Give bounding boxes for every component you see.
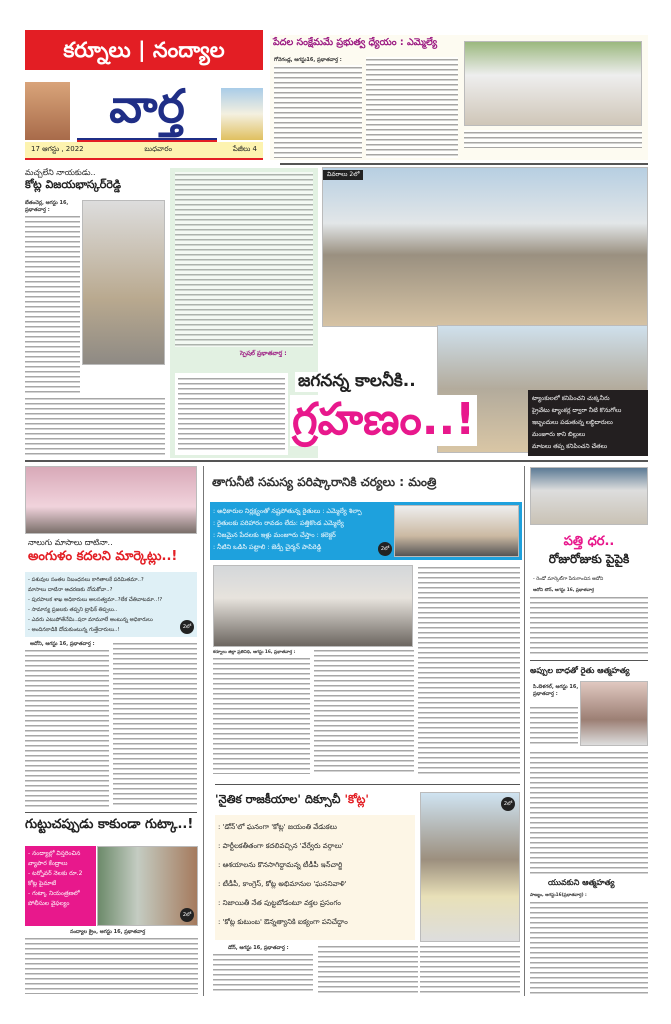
market-building-photo xyxy=(25,466,197,534)
byline: స్పెషల్ ప్రభాతవార్త : xyxy=(240,350,287,357)
dateline: పాణ్యం, ఆగస్టు16(ప్రభాతవార్త) : xyxy=(530,893,587,898)
dateline: ఆదోని టౌన్, ఆగస్టు 16, ప్రభాతవార్త xyxy=(533,588,594,593)
farmer-photo xyxy=(580,681,648,746)
gutka-headline: గుట్టుచప్పుడు కాకుండా గుట్కా..! xyxy=(25,817,194,832)
article-body xyxy=(530,900,648,994)
bullet: : నిజాయితీ నేత పుట్టబోడంటూ వక్తల ప్రసంగం xyxy=(218,899,341,907)
article-body xyxy=(213,952,313,994)
bullet: - పశువుల సంతల నిబంధనలు కాగితాలకే పరిమితమా..? xyxy=(28,577,144,583)
masthead xyxy=(25,30,263,160)
nandi-image xyxy=(221,88,263,140)
article-body xyxy=(418,565,520,774)
bullet: : టీడీపీ, కాంగ్రెస్, కోట్ల అభిమానుల 'ఘననివాళి' xyxy=(218,880,347,888)
article-body xyxy=(213,656,310,774)
issue-date: 17 ఆగస్టు , 2022 xyxy=(31,145,84,153)
article-body xyxy=(274,65,362,158)
water-bullets xyxy=(210,502,522,560)
water-headline: తాగునీటి సమస్య పరిష్కారానికి చర్యలు : మంత్రి xyxy=(212,475,437,489)
cotton-headline: రోజురోజుకు పైపైకి xyxy=(548,552,630,566)
divider xyxy=(25,460,648,462)
top-story-photo xyxy=(464,41,642,126)
region-title: కర్నూలు | నంద్యాల xyxy=(25,30,263,70)
divider xyxy=(280,163,648,165)
bullet: మాసాలు దాటినా ఆచరణకు నోచుకోవా..? xyxy=(28,587,113,593)
secondary-box xyxy=(175,373,288,455)
details-tag: వివరాలు 2లో xyxy=(323,170,363,180)
markets-headline: అంగుళం కదలని మార్కెట్లు..! xyxy=(28,549,178,564)
see-page-badge: 2లో xyxy=(378,542,392,556)
article-body xyxy=(366,57,458,158)
article-body xyxy=(530,750,648,875)
divider xyxy=(25,812,197,813)
headline-highlight: 'కోట్ల' xyxy=(344,792,369,806)
fort-image xyxy=(25,82,70,140)
bullet: : నీటిని ఒడిసి పట్టాలి : జెడ్పీ చైర్మన్ పాపిరెడ్డి xyxy=(213,543,322,551)
bullet: : రైతులకు పరిహారం రావడం లేదు: పత్తికొండ ఎమ్మెల్యే xyxy=(213,519,344,527)
article-body xyxy=(25,936,198,994)
issue-day: బుధవారం xyxy=(144,145,173,153)
markets-kicker: నాలుగు మాసాలు దాటినా.. xyxy=(28,538,113,547)
article-body xyxy=(420,944,520,994)
bullet: - సామాన్య ప్రజలకు తప్పని ట్రాఫిక్ తిప్పలు.. xyxy=(28,607,118,613)
article-body xyxy=(25,648,109,808)
bullet: - అందినకాడికి దోచుకుంటున్న గుత్తేదారులు..! xyxy=(28,627,120,633)
bullet: : నిజమైన పేదలకు ఇళ్లు మంజూరు చేస్తాం : కలెక్టర్ xyxy=(213,531,336,539)
article-body xyxy=(25,396,165,456)
article-body xyxy=(25,214,80,394)
bullet: : ఆశయాలను కొనసాగిద్దామన్న టీడీపీ ఇన్‌చార్జి xyxy=(218,861,343,869)
colony-photo-1 xyxy=(322,167,648,327)
column-divider xyxy=(203,466,204,996)
bullet: : అధికారుల నిర్లక్ష్యంతో నష్టపోతున్న రైతులు : ఎమ్మెల్యే శిల్పా xyxy=(213,507,362,515)
colony-kicker: జగనన్న కాలనీకి.. xyxy=(295,372,419,392)
bullet: - ఎవరు ఎటుపోతేనేమి..షరా మామూలే అంటున్న అధికారులు xyxy=(28,617,153,623)
dateline: నంద్యాల క్రైం, ఆగస్టు 16, ప్రభాతవార్త xyxy=(70,929,146,935)
bullet: - టర్నోవర్ నెలకు రూ.2 కోట్ల పైమాటే xyxy=(28,870,83,887)
bullet: మంజూరు కాని బిల్లులు xyxy=(532,431,586,438)
article-body xyxy=(318,944,418,994)
kotla-headline: కోట్ల విజయభాస్కర్‌రెడ్డి xyxy=(25,178,121,191)
ethics-headline xyxy=(215,793,369,806)
article-body xyxy=(178,376,285,452)
gutka-bullets xyxy=(25,846,96,926)
photo-caption xyxy=(464,130,642,148)
dateline: గోనెగండ్ల, ఆగస్టు16, ప్రభాతవార్త : xyxy=(274,57,342,63)
cotton-subhead: - రెండో మార్కెట్‌గా పేరుగాంచిన ఆదోని xyxy=(533,577,604,582)
markets-bullets xyxy=(25,572,197,637)
minister-photo xyxy=(394,505,519,557)
divider xyxy=(215,784,520,785)
see-page-badge: 2లో xyxy=(501,797,515,811)
column-divider xyxy=(524,466,525,996)
dateline: డోన్, ఆగస్టు 16, ప్రభాతవార్త : xyxy=(228,945,289,951)
bullet: మాటలు తప్ప కనిపించని చేతలు xyxy=(532,443,608,450)
article-body xyxy=(314,648,414,774)
paper-logo: వార్త xyxy=(109,79,185,133)
dateline: కర్నూలు జిల్లా ప్రతినిధి, ఆగస్టు 16, ప్రభాతవార్త : xyxy=(213,650,296,655)
article-body xyxy=(175,172,313,347)
kicker: మచ్చలేని నాయకుడు.. xyxy=(25,168,96,177)
dateline: బేతంచెర్ల, ఆగస్టు 16, ప్రభాతవార్త : xyxy=(25,200,69,213)
bullet: - గుట్కా నియంత్రణలో పోలీసుల వైఫల్యం xyxy=(28,890,80,907)
top-story xyxy=(270,35,648,160)
bullet: ట్యాంకులలో కనిపించని చుక్కనీరు xyxy=(532,395,610,402)
gutka-photo xyxy=(97,846,198,926)
bullet: : పార్టీలకతీతంగా కదలివచ్చిన 'వేర్వేరు వర్గాలు' xyxy=(218,842,344,850)
statue-photo xyxy=(82,200,165,365)
article-body xyxy=(113,641,197,808)
see-page-badge: 2లో xyxy=(180,908,194,922)
bullet: ప్రైవేటు ట్యాంకర్ల ద్వారా నీటి కొనుగోలు xyxy=(532,407,622,414)
jayanthi-photo xyxy=(420,792,520,942)
kotla-article xyxy=(25,168,165,458)
cotton-market-photo xyxy=(530,467,648,525)
article-body xyxy=(530,595,648,655)
dateline: ఆదోని, ఆగస్టు 16, ప్రభాతవార్త : xyxy=(30,641,95,647)
ethics-bullets xyxy=(215,815,415,940)
colony-bullets xyxy=(528,390,648,456)
bullet: : 'డోన్'లో ఘనంగా 'కోట్ల' జయంతి వేడుకలు xyxy=(218,823,337,831)
date-strip xyxy=(25,142,263,160)
youth-headline: యువకుని ఆత్మహత్య xyxy=(548,878,615,887)
bullet: : 'కోట్ల కుటుంబ' ఔన్నత్యానికి ఐక్యంగా పనిచేద్దాం xyxy=(218,918,348,926)
dateline: సి.బెళగల్, ఆగస్టు 16, ప్రభాతవార్త : xyxy=(533,684,579,697)
colony-headline: గ్రహణం..! xyxy=(292,394,476,445)
cotton-kicker: పత్తి ధర.. xyxy=(563,534,615,549)
divider xyxy=(530,660,648,661)
headline-part: 'నైతిక రాజకీయాల' దిక్సూచీ xyxy=(215,792,345,806)
article-body xyxy=(530,705,578,747)
see-page-badge: 2లో xyxy=(180,620,194,634)
bullet: - నంద్యాల్లో విస్తరించిన వ్యాపార కేంద్రాలు xyxy=(28,850,81,867)
farmer-headline: అప్పుల బాధతో రైతు ఆత్మహత్య xyxy=(530,666,630,675)
meeting-photo xyxy=(213,565,413,647)
bullet: - పురపాలక శాఖ అధికారులు అలసత్వమా..?లేక చేతివాటమా..!? xyxy=(28,597,163,603)
page-count: పేజీలు 4 xyxy=(232,145,257,153)
top-story-headline: పేదల సంక్షేమమే ప్రభుత్వ ధ్యేయం : ఎమ్మెల్యే xyxy=(273,37,438,48)
bullet: ఇబ్బందులు పడుతున్న లబ్ధిదారులు xyxy=(532,419,613,426)
